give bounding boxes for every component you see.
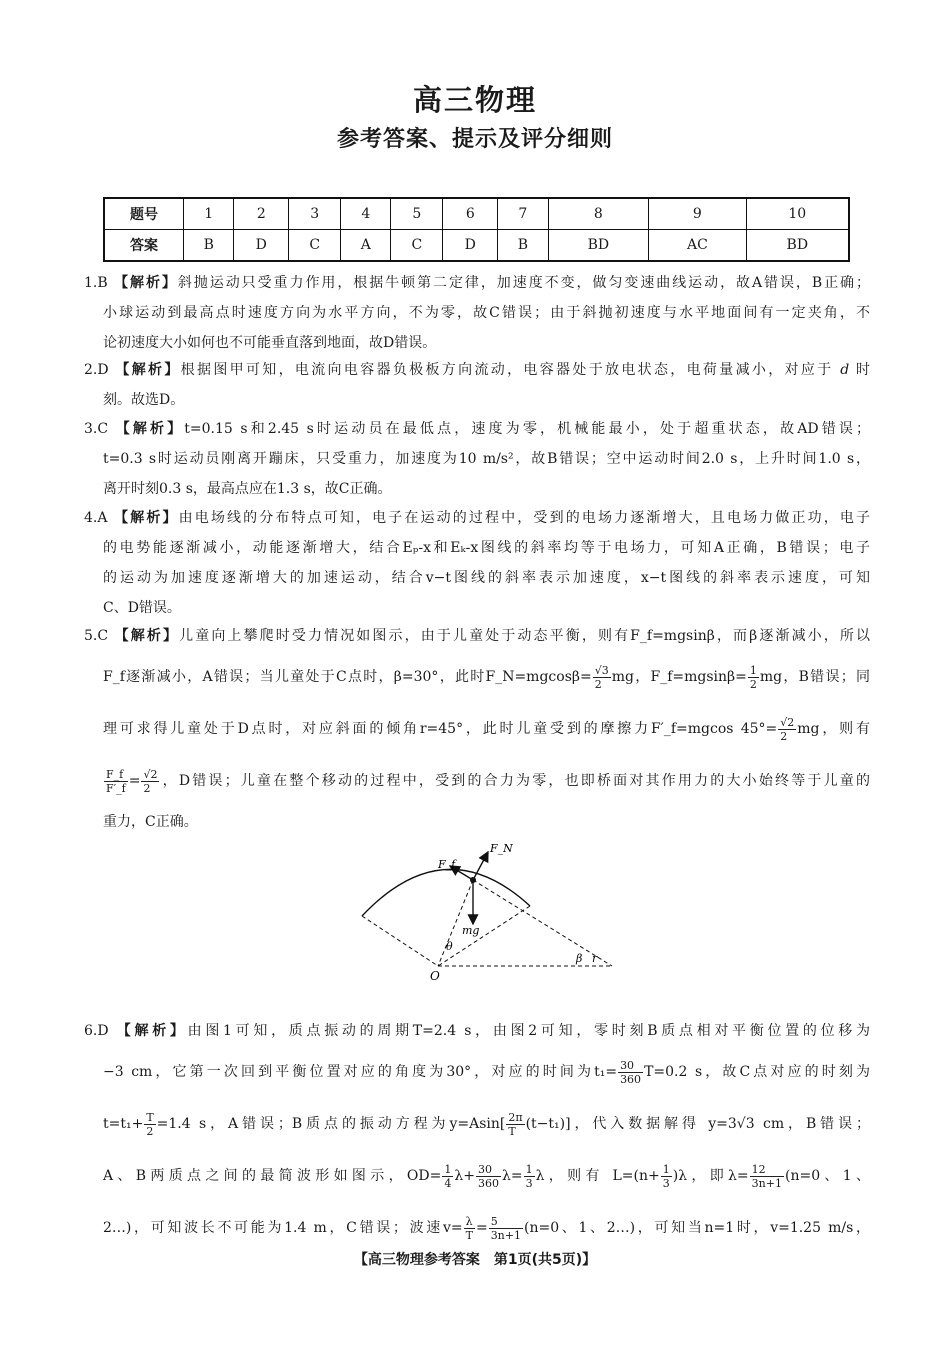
- q5-line2a: F_f逐渐减小，A错误；当儿童处于C点时，β=30°，此时F_N=mgcosβ=: [103, 669, 592, 685]
- answer-cell: AC: [649, 230, 747, 262]
- radius-child: [438, 880, 473, 966]
- q2-line1a: 根据图甲可知，电流向电容器负极板方向流动，电容器处于放电状态，电荷量减小，对应于: [180, 362, 834, 378]
- answer-row-label: 答案: [104, 230, 184, 262]
- q4-number: 4.A: [84, 510, 108, 526]
- radius-right: [438, 906, 530, 966]
- q5-fraction-sqrt2-over-2-b: $\frac{√2}{2}$: [143, 767, 158, 795]
- q6-fraction-lambda-over-t: $\frac{\lambda}{T}$: [465, 1214, 473, 1242]
- q5-fraction-ff-ratio: $\frac{F\_f}{F'\_f}$: [106, 767, 126, 795]
- solution-q6: [84, 1016, 870, 1254]
- q1-keyword: 【解析】: [114, 275, 178, 291]
- question-row-label: 题号: [104, 198, 184, 230]
- answer-table: [103, 197, 850, 262]
- q5-line5: 重力，C正确。: [103, 814, 198, 830]
- q6-line4e: )λ，即λ=: [672, 1168, 749, 1184]
- label-fn: F_N: [490, 842, 513, 855]
- answer-cell: B: [498, 230, 548, 262]
- answer-cell: C: [391, 230, 443, 262]
- q5-fraction-sqrt2-over-2: $\frac{√2}{2}$: [780, 715, 795, 743]
- q6-fraction-t-over-2: $\frac{T}{2}$: [146, 1110, 154, 1138]
- q6-line4a: A、B两质点之间的最简波形如图示，OD=: [103, 1168, 442, 1184]
- answer-cell: D: [443, 230, 498, 262]
- question-number-cell: 2: [234, 198, 289, 230]
- q6-fraction-5-over-3n1: $\frac{5}{3n+1}$: [490, 1214, 521, 1242]
- answer-cell: C: [289, 230, 341, 262]
- q4-line1: 由电场线的分布特点可知，电子在运动的过程中，受到的电场力逐渐增大，且电场力做正功，电子: [178, 510, 871, 526]
- page-footer: 【高三物理参考答案 第1页(共5页)】: [353, 1252, 597, 1268]
- q6-fraction-12-over-3n1: $\frac{12}{3n+1}$: [751, 1162, 782, 1190]
- radius-left: [362, 916, 438, 966]
- q2-line1b: 时: [856, 362, 871, 378]
- q6-line4f: (n=0、1、: [784, 1168, 870, 1184]
- q4-keyword: 【解析】: [114, 510, 179, 526]
- q6-fraction-2pi-over-t: $\frac{2\pi}{T}$: [508, 1110, 523, 1138]
- q6-line1: 由图1可知，质点振动的周期T=2.4 s，由图2可知，零时刻B质点相对平衡位置的位移为: [187, 1023, 871, 1039]
- q6-keyword: 【解析】: [116, 1023, 188, 1039]
- q6-fraction-1-over-3-b: $\frac{1}{3}$: [662, 1162, 670, 1190]
- question-number-cell: 9: [649, 198, 747, 230]
- label-o: O: [430, 969, 440, 983]
- q6-line3a: t=t₁+: [103, 1116, 144, 1132]
- q2-var-d: d: [840, 362, 850, 378]
- label-theta: θ: [446, 940, 453, 953]
- question-number-cell: 3: [289, 198, 341, 230]
- q5-line3b: mg，则有: [797, 721, 870, 737]
- answer-cell: B: [184, 230, 234, 262]
- q1-line1: 斜抛运动只受重力作用，根据牛顿第二定律，加速度不变，做匀变速曲线运动，故A错误，B正确；: [177, 275, 871, 291]
- document-title: 高三物理: [412, 83, 537, 117]
- q2-number: 2.D: [84, 362, 109, 378]
- question-number-cell: 10: [746, 198, 849, 230]
- answer-cell: D: [234, 230, 289, 262]
- solution-q3: [84, 414, 870, 504]
- q5-line2c: mg，B错误；同: [759, 669, 870, 685]
- answer-cell: BD: [548, 230, 649, 262]
- q5-line4b: ，D错误；儿童在整个移动的过程中，受到的合力为零，也即桥面对其作用力的大小始终等于儿童的: [160, 773, 870, 789]
- solution-q2: [84, 355, 870, 415]
- q1-line3: 论初速度大小如何也不可能垂直落到地面，故D错误。: [103, 335, 437, 351]
- q5-fraction-1-over-2: $\frac{1}{2}$: [749, 663, 757, 691]
- q5-line4-eq: =: [128, 773, 141, 789]
- q6-line4b: λ+: [454, 1168, 475, 1184]
- q6-line4d: λ，则有 L=(n+: [535, 1168, 660, 1184]
- child-point: [470, 877, 476, 883]
- q3-line2: t=0.3 s时运动员刚离开蹦床，只受重力，加速度为10 m/s²，故B错误；空中运动时间2.0 s，上升时间1.0 s，: [103, 451, 870, 467]
- q4-line4: C、D错误。: [103, 600, 181, 616]
- label-r: r: [592, 952, 598, 965]
- question-number-cell: 6: [443, 198, 498, 230]
- q2-line2: 刻。故选D。: [103, 392, 185, 408]
- q6-line2b: T=0.2 s，故C点对应的时刻为: [644, 1064, 870, 1080]
- q6-fraction-30-over-360-b: $\frac{30}{360}$: [477, 1162, 499, 1190]
- q5-fraction-sqrt3-over-2: $\frac{√3}{2}$: [594, 663, 609, 691]
- q6-line3b: =1.4 s，A错误；B质点的振动方程为y=Asin[: [156, 1116, 506, 1132]
- q6-line4c: λ=: [501, 1168, 523, 1184]
- solution-q4: [84, 503, 870, 623]
- q3-number: 3.C: [84, 421, 109, 437]
- q1-line2: 小球运动到最高点时速度方向为水平方向，不为零，故C错误；由于斜抛初速度与水平地面间有一定夹角，不: [103, 305, 870, 321]
- q6-fraction-1-over-4: $\frac{1}{4}$: [444, 1162, 452, 1190]
- q6-line5a: 2…)，可知波长不可能为1.4 m，C错误；波速v=: [103, 1220, 463, 1236]
- q3-line3: 离开时刻0.3 s，最高点应在1.3 s，故C正确。: [103, 481, 392, 497]
- label-beta: β: [576, 952, 583, 965]
- q5-line2b: mg，F_f=mgsinβ=: [611, 669, 747, 685]
- question-number-row: [104, 198, 849, 230]
- label-mg: mg: [462, 924, 480, 937]
- answer-cell: BD: [746, 230, 849, 262]
- q5-line1: 儿童向上攀爬时受力情况如图示，由于儿童处于动态平衡，则有F_f=mgsinβ，而β逐渐减小，所以: [179, 628, 871, 644]
- q3-keyword: 【解析】: [115, 421, 185, 437]
- document-subtitle: 参考答案、提示及评分细则: [336, 127, 613, 152]
- q4-line2: 的电势能逐渐减小，动能逐渐增大，结合Eₚ-x和Eₖ-x图线的斜率均等于电场力，可知A正确，B错误；电子: [103, 540, 870, 556]
- q6-line2a: −3 cm，它第一次回到平衡位置对应的角度为30°，对应的时间为t₁=: [103, 1064, 618, 1080]
- force-diagram: [350, 838, 620, 988]
- question-number-cell: 1: [184, 198, 234, 230]
- q2-keyword: 【解析】: [115, 362, 181, 378]
- answer-cell: A: [341, 230, 391, 262]
- normal-force-arrow: [473, 852, 488, 880]
- question-number-cell: 7: [498, 198, 548, 230]
- q1-number: 1.B: [84, 275, 108, 291]
- question-number-cell: 4: [341, 198, 391, 230]
- q4-line3: 的运动为加速度逐渐增大的加速运动，结合v−t图线的斜率表示加速度，x−t图线的斜率表示速度，可知: [103, 570, 870, 586]
- answer-row: [104, 230, 849, 262]
- q6-line5b: =: [475, 1220, 488, 1236]
- q5-keyword: 【解析】: [114, 628, 180, 644]
- question-number-cell: 5: [391, 198, 443, 230]
- q6-fraction-1-over-3: $\frac{1}{3}$: [525, 1162, 533, 1190]
- q5-line3a: 理可求得儿童处于D点时，对应斜面的倾角r=45°，此时儿童受到的摩擦力F′_f=mgcos 45°=: [103, 721, 778, 737]
- q3-line1: t=0.15 s和2.45 s时运动员在最低点，速度为零，机械能最小，处于超重状态，故AD错误；: [184, 421, 871, 437]
- q6-number: 6.D: [84, 1023, 109, 1039]
- bridge-arc: [362, 869, 530, 916]
- solution-q1: [84, 268, 870, 358]
- q6-fraction-30-over-360: $\frac{30}{360}$: [620, 1058, 642, 1086]
- label-ff: F_f: [438, 858, 456, 871]
- q6-line5c: (n=0、1、2…)，可知当n=1时，v=1.25 m/s，: [524, 1220, 870, 1236]
- q6-line3c: (t−t₁)]，代入数据解得 y=3√3 cm，B错误；: [525, 1116, 870, 1132]
- q5-number: 5.C: [84, 628, 109, 644]
- solution-q5: [84, 621, 870, 837]
- question-number-cell: 8: [548, 198, 649, 230]
